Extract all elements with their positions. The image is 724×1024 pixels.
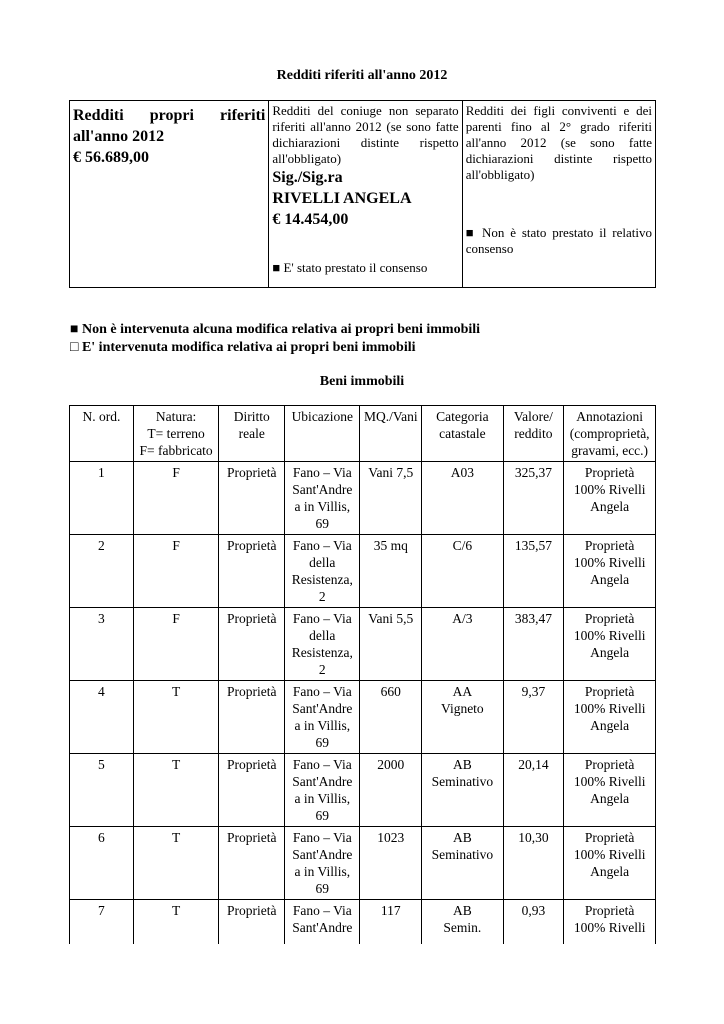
header-natura [133,406,218,462]
ubicazione-line: Fano – Via [292,903,352,918]
header-diritto-l2: reale [238,426,265,441]
ubicazione-line: Sant'Andre [292,701,353,716]
cell-mq: 1023 [360,827,422,900]
cell-annotazioni [564,900,656,945]
cell-categoria [422,535,503,608]
redditi-propri-word1: Redditi [73,107,124,124]
cell-categoria [422,462,503,535]
cell-natura: F [133,535,218,608]
ubicazione-line: Fano – Via [292,538,352,553]
annotazioni-line: Angela [590,791,630,806]
table-row [70,462,656,535]
header-ubicazione: Ubicazione [285,406,360,462]
annotazioni-line: Proprietà [584,538,635,553]
cell-natura: F [133,462,218,535]
cell-mq: 660 [360,681,422,754]
redditi-propri-amount: € 56.689,00 [73,149,149,166]
ubicazione-line: a in Villis, [294,718,351,733]
cell-valore: 0,93 [503,900,564,945]
categoria-line: AA [452,684,473,699]
annotazioni-line: Proprietà [584,465,635,480]
ubicazione-line: della [309,628,336,643]
coniuge-amount: € 14.454,00 [272,211,349,228]
cell-annotazioni [564,608,656,681]
header-annot-l1: Annotazioni [576,409,644,424]
ubicazione-line: Fano – Via [292,611,352,626]
cell-nord: 6 [70,827,134,900]
annotazioni-line: 100% Rivelli [573,482,646,497]
cell-mq: 2000 [360,754,422,827]
redditi-figli-cell [462,101,655,288]
cell-diritto: Proprietà [219,827,285,900]
ubicazione-line: Resistenza, [291,645,353,660]
redditi-propri-line2: all'anno 2012 [73,128,165,145]
categoria-line: C/6 [452,538,473,553]
cell-categoria [422,608,503,681]
cell-valore: 325,37 [503,462,564,535]
cell-natura: T [133,900,218,945]
header-categoria-l1: Categoria [436,409,489,424]
ubicazione-line: 2 [318,662,326,677]
ubicazione-line: 2 [318,589,326,604]
ubicazione-line: a in Villis, [294,864,351,879]
ubicazione-line: a in Villis, [294,791,351,806]
cell-mq: Vani 7,5 [360,462,422,535]
beni-immobili-title: Beni immobili [319,374,405,389]
categoria-line: A03 [450,465,474,480]
cell-categoria [422,681,503,754]
categoria-line: Seminativo [431,774,494,789]
header-diritto-l1: Diritto [233,409,270,424]
cell-annotazioni [564,535,656,608]
cell-nord: 1 [70,462,134,535]
ubicazione-line: Fano – Via [292,830,352,845]
annotazioni-line: Angela [590,572,630,587]
annotazioni-line: Angela [590,499,630,514]
cell-annotazioni [564,827,656,900]
cell-valore: 383,47 [503,608,564,681]
ubicazione-line: Fano – Via [292,465,352,480]
ubicazione-line: Sant'Andre [292,920,353,935]
header-categoria-l2: catastale [439,426,486,441]
cell-categoria [422,754,503,827]
cell-natura: T [133,827,218,900]
table-row [70,900,656,945]
annotazioni-line: 100% Rivelli [573,701,646,716]
cell-valore: 10,30 [503,827,564,900]
redditi-propri-word3: riferiti [220,107,266,124]
ubicazione-line: 69 [315,516,330,531]
cell-diritto: Proprietà [219,900,285,945]
header-mq: MQ./Vani [360,406,422,462]
header-natura-l2: T= terreno [147,426,205,441]
ubicazione-line: Fano – Via [292,684,352,699]
header-annotazioni [564,406,656,462]
cell-categoria [422,900,503,945]
cell-nord: 4 [70,681,134,754]
cell-ubicazione [285,535,360,608]
categoria-line: Seminativo [431,847,494,862]
figli-consenso: ■ Non è stato prestato il relativo consenso [465,225,652,256]
cell-natura: T [133,754,218,827]
annotazioni-line: Proprietà [584,611,635,626]
cell-diritto: Proprietà [219,462,285,535]
annotazioni-line: Angela [590,718,630,733]
header-annot-l2: (comproprietà, [569,426,650,441]
header-categoria [422,406,503,462]
ubicazione-line: 69 [315,881,330,896]
annotazioni-line: 100% Rivelli [573,628,646,643]
cell-nord: 2 [70,535,134,608]
annotazioni-line: 100% Rivelli [573,774,646,789]
annotazioni-line: Proprietà [584,757,635,772]
cell-ubicazione [285,608,360,681]
redditi-coniuge-text: Redditi del coniuge non separato riferiti all'anno 2012 (se sono fatte dichiarazioni distinte rispetto all'obbligato) [272,103,459,166]
ubicazione-line: Sant'Andre [292,774,353,789]
categoria-line: AB [452,757,472,772]
cell-nord: 5 [70,754,134,827]
cell-mq: Vani 5,5 [360,608,422,681]
annotazioni-line: Proprietà [584,830,635,845]
redditi-propri-word2: propri [149,107,194,124]
cell-diritto: Proprietà [219,754,285,827]
cell-mq: 35 mq [360,535,422,608]
cell-valore: 135,57 [503,535,564,608]
cell-diritto: Proprietà [219,608,285,681]
categoria-line: Semin. [443,920,482,935]
annotazioni-line: Proprietà [584,684,635,699]
modifica-yes-line: □ E' intervenuta modifica relativa ai propri beni immobili [70,340,416,355]
table-row [70,754,656,827]
ubicazione-line: Fano – Via [292,757,352,772]
redditi-table [69,100,656,288]
cell-natura: T [133,681,218,754]
ubicazione-line: 69 [315,808,330,823]
cell-valore: 9,37 [503,681,564,754]
table-row [70,608,656,681]
annotazioni-line: 100% Rivelli [573,555,646,570]
cell-mq: 117 [360,900,422,945]
table-header-row [70,406,656,462]
table-row [70,827,656,900]
coniuge-name: RIVELLI ANGELA [272,190,412,207]
cell-natura: F [133,608,218,681]
ubicazione-line: Sant'Andre [292,482,353,497]
cell-diritto: Proprietà [219,681,285,754]
ubicazione-line: 69 [315,735,330,750]
coniuge-title: Sig./Sig.ra [272,169,343,186]
cell-diritto: Proprietà [219,535,285,608]
ubicazione-line: della [309,555,336,570]
cell-nord: 3 [70,608,134,681]
cell-annotazioni [564,681,656,754]
header-valore-l2: reddito [514,426,553,441]
cell-valore: 20,14 [503,754,564,827]
header-annot-l3: gravami, ecc.) [571,443,649,458]
categoria-line: A/3 [452,611,473,626]
cell-annotazioni [564,462,656,535]
ubicazione-line: Sant'Andre [292,847,353,862]
redditi-propri-cell [70,101,269,288]
table-row [70,681,656,754]
ubicazione-line: a in Villis, [294,499,351,514]
header-nord: N. ord. [70,406,134,462]
redditi-figli-text: Redditi dei figli conviventi e dei parenti fino al 2° grado riferiti all'anno 2012 (se sono fatte dichiarazioni distinte rispetto all'obbligato) [465,103,652,182]
annotazioni-line: Angela [590,864,630,879]
modifica-none-line: ■ Non è intervenuta alcuna modifica relativa ai propri beni immobili [70,322,481,337]
page-title: Redditi riferiti all'anno 2012 [276,68,448,83]
categoria-line: Vigneto [441,701,484,716]
redditi-coniuge-cell [269,101,462,288]
cell-ubicazione [285,900,360,945]
redditi-propri-line1 [73,105,265,126]
annotazioni-line: 100% Rivelli [573,920,646,935]
annotazioni-line: Proprietà [584,903,635,918]
annotazioni-line: Angela [590,645,630,660]
header-diritto [219,406,285,462]
cell-annotazioni [564,754,656,827]
cell-ubicazione [285,462,360,535]
header-valore [503,406,564,462]
header-natura-l1: Natura: [155,409,197,424]
cell-categoria [422,827,503,900]
header-natura-l3: F= fabbricato [139,443,213,458]
categoria-line: AB [452,830,472,845]
cell-ubicazione [285,681,360,754]
annotazioni-line: 100% Rivelli [573,847,646,862]
coniuge-consenso: ■ E' stato prestato il consenso [272,260,428,275]
cell-nord: 7 [70,900,134,945]
cell-ubicazione [285,827,360,900]
cell-ubicazione [285,754,360,827]
beni-immobili-table [69,405,656,944]
ubicazione-line: Resistenza, [291,572,353,587]
categoria-line: AB [452,903,472,918]
table-row [70,535,656,608]
header-valore-l1: Valore/ [513,409,553,424]
